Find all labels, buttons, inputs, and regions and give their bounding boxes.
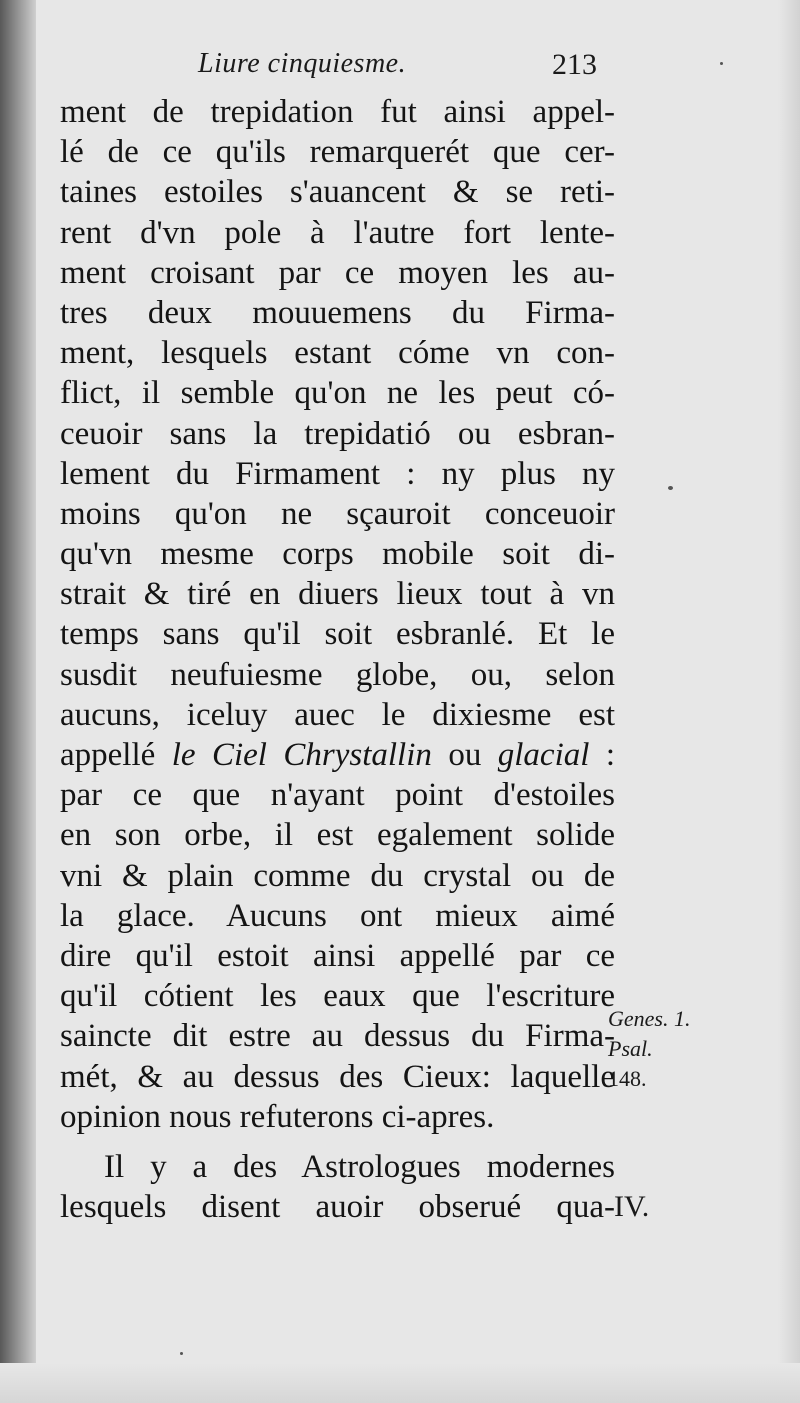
text-line: ment de trepidation fut ainsi appel- (60, 94, 615, 130)
text-line-paragraph-end: opinion nous refuterons ci-apres. (60, 1098, 495, 1135)
page-edge-bottom (0, 1363, 800, 1403)
text-line: tres deux mouuemens du Firma- (60, 294, 615, 331)
ink-speck (180, 1352, 183, 1355)
text-line: flict, il semble qu'on ne les peut có- (60, 375, 615, 412)
text-line: dire qu'il estoit ainsi appellé par ce (60, 937, 615, 974)
text-line: rent d'vn pole à l'autre fort lente- (60, 214, 615, 251)
text-line: strait & tiré en diuers lieux tout à vn (60, 576, 615, 613)
text-line: moins qu'on ne sçauroit conceuoir (60, 495, 615, 532)
text-line: susdit neufuiesme globe, ou, selon (60, 656, 615, 693)
text-line: qu'vn mesme corps mobile soit di- (60, 536, 615, 573)
page-number: 213 (552, 48, 597, 81)
text-line: temps sans qu'il soit esbranlé. Et le (60, 616, 615, 653)
text-line: taines estoiles s'auancent & se reti- (60, 174, 615, 211)
line-segment: appellé (60, 737, 172, 773)
text-line: lesquels disent auoir obserué qua- (60, 1189, 615, 1226)
text-line: par ce que n'ayant point d'estoiles (60, 777, 615, 814)
ink-speck (720, 62, 723, 65)
page-edge-right (778, 0, 800, 1403)
italic-term-ciel-chrystallin: le Ciel Chrystallin (171, 737, 432, 773)
text-line: qu'il cótient les eaux que l'escriture (60, 978, 615, 1015)
text-line-chrystallin (60, 735, 615, 775)
section-marker: IV. (614, 1190, 650, 1223)
margin-note-psalm-number: 148. (608, 1066, 647, 1091)
margin-note-psalm: Psal. (608, 1036, 653, 1061)
text-line: ceuoir sans la trepidatió ou esbran- (60, 415, 615, 452)
text-line: en son orbe, il est egalement solide (60, 817, 615, 854)
text-line: mét, & au dessus des Cieux: laquelle (60, 1058, 615, 1095)
text-line-paragraph-start: Il y a des Astrologues modernes (104, 1148, 615, 1185)
text-line: ment croisant par ce moyen les au- (60, 254, 615, 291)
text-line: ment, lesquels estant cóme vn con- (60, 335, 615, 372)
line-segment: : (589, 737, 616, 773)
text-line: la glace. Aucuns ont mieux aimé (60, 897, 615, 934)
text-line: aucuns, iceluy auec le dixiesme est (60, 696, 615, 733)
text-line: saincte dit estre au dessus du Firma- (60, 1018, 615, 1055)
running-title: Liure cinquiesme. (198, 48, 407, 79)
body-text (60, 92, 615, 1227)
margin-note-genesis: Genes. 1. (608, 1006, 691, 1031)
line-segment: ou (431, 737, 498, 773)
gutter-shadow (0, 0, 36, 1403)
page-header (0, 48, 800, 88)
margin-notes (608, 1004, 728, 1094)
text-line: lement du Firmament : ny plus ny (60, 455, 615, 492)
italic-term-glacial: glacial (497, 737, 590, 773)
ink-speck (668, 486, 673, 490)
text-line: lé de ce qu'ils remarquerét que cer- (60, 134, 615, 171)
text-line: vni & plain comme du crystal ou de (60, 857, 615, 894)
